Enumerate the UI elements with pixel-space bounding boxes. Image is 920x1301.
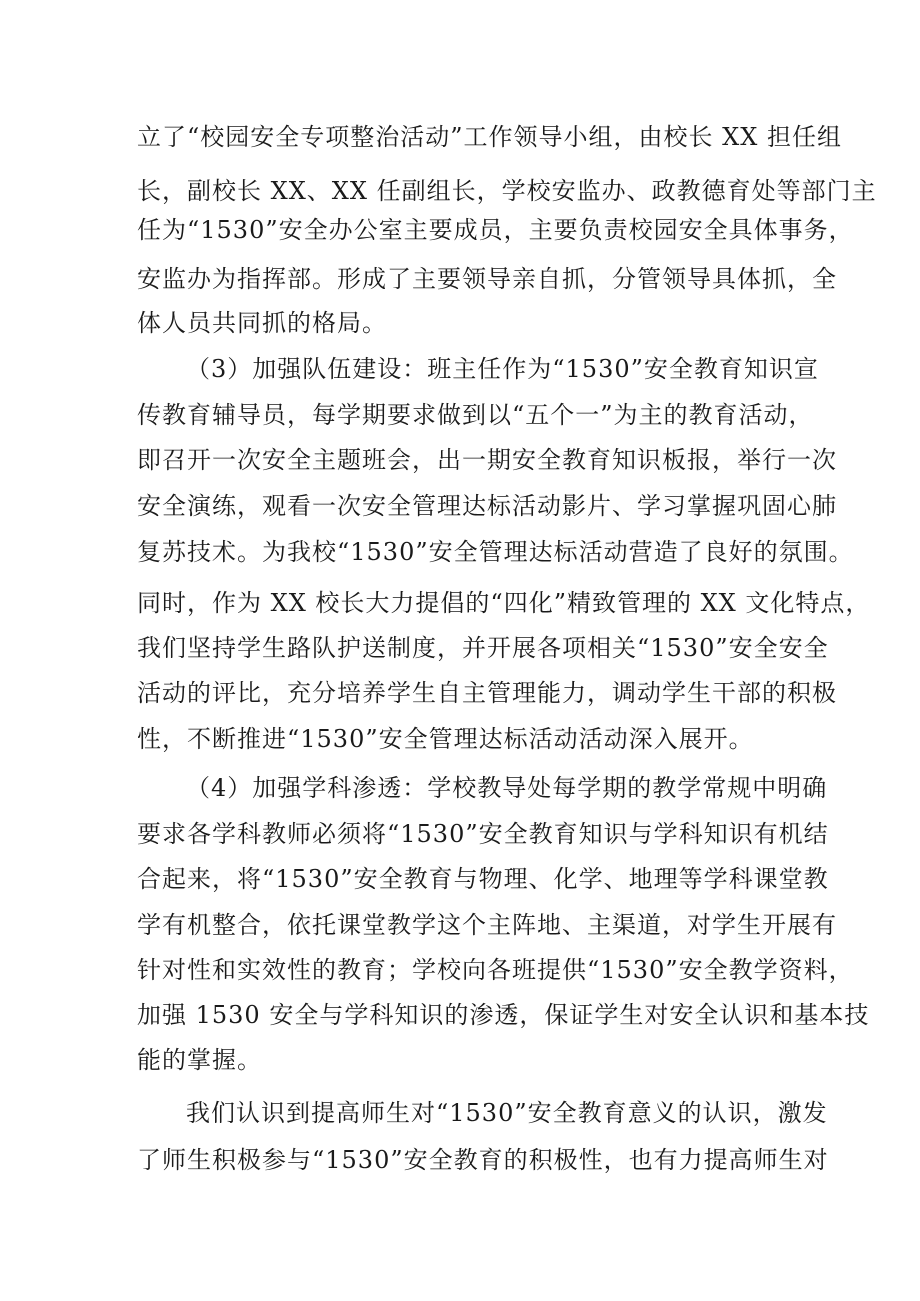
text-line: 同时，作为 XX 校长大力提倡的“四化”精致管理的 XX 文化特点， bbox=[137, 589, 871, 617]
paragraph-heading-4: （4）加强学科渗透：学校教导处每学期的教学常规中明确 bbox=[186, 774, 828, 802]
text-line: 安全演练，观看一次安全管理达标活动影片、学习掌握巩固心肺 bbox=[137, 492, 837, 520]
text-line: 长，副校长 XX、XX 任副组长，学校安监办、政教德育处等部门主 bbox=[137, 177, 877, 205]
text-line: 任为“1530”安全办公室主要成员，主要负责校园安全具体事务， bbox=[137, 216, 854, 244]
text-line: 我们坚持学生路队护送制度，并开展各项相关“1530”安全安全 bbox=[137, 634, 829, 662]
text-line: 要求各学科教师必须将“1530”安全教育知识与学科知识有机结 bbox=[137, 820, 829, 848]
text-line: 针对性和实效性的教育；学校向各班提供“1530”安全教学资料， bbox=[137, 956, 854, 984]
text-line: 能的掌握。 bbox=[137, 1046, 262, 1074]
text-line: 即召开一次安全主题班会，出一期安全教育知识板报，举行一次 bbox=[137, 446, 837, 474]
text-line: 体人员共同抓的格局。 bbox=[137, 309, 387, 337]
text-line: 安监办为指挥部。形成了主要领导亲自抓，分管领导具体抓，全 bbox=[137, 265, 837, 293]
text-line: 了师生积极参与“1530”安全教育的积极性，也有力提高师生对 bbox=[137, 1146, 829, 1174]
text-line: 活动的评比，充分培养学生自主管理能力，调动学生干部的积极 bbox=[137, 679, 837, 707]
text-line: 学有机整合，依托课堂教学这个主阵地、主渠道，对学生开展有 bbox=[137, 911, 837, 939]
text-line: 性，不断推进“1530”安全管理达标活动活动深入展开。 bbox=[137, 725, 754, 753]
text-line: 立了“校园安全专项整治活动”工作领导小组，由校长 XX 担任组 bbox=[137, 123, 842, 151]
text-line: 我们认识到提高师生对“1530”安全教育意义的认识，激发 bbox=[186, 1099, 828, 1127]
paragraph-heading-3: （3）加强队伍建设：班主任作为“1530”安全教育知识宣 bbox=[186, 355, 819, 383]
text-line: 加强 1530 安全与学科知识的渗透，保证学生对安全认识和基本技 bbox=[137, 1001, 870, 1029]
text-line: 合起来，将“1530”安全教育与物理、化学、地理等学科课堂教 bbox=[137, 865, 829, 893]
text-line: 传教育辅导员，每学期要求做到以“五个一”为主的教育活动， bbox=[137, 401, 814, 429]
text-line: 复苏技术。为我校“1530”安全管理达标活动营造了良好的氛围。 bbox=[137, 538, 854, 566]
